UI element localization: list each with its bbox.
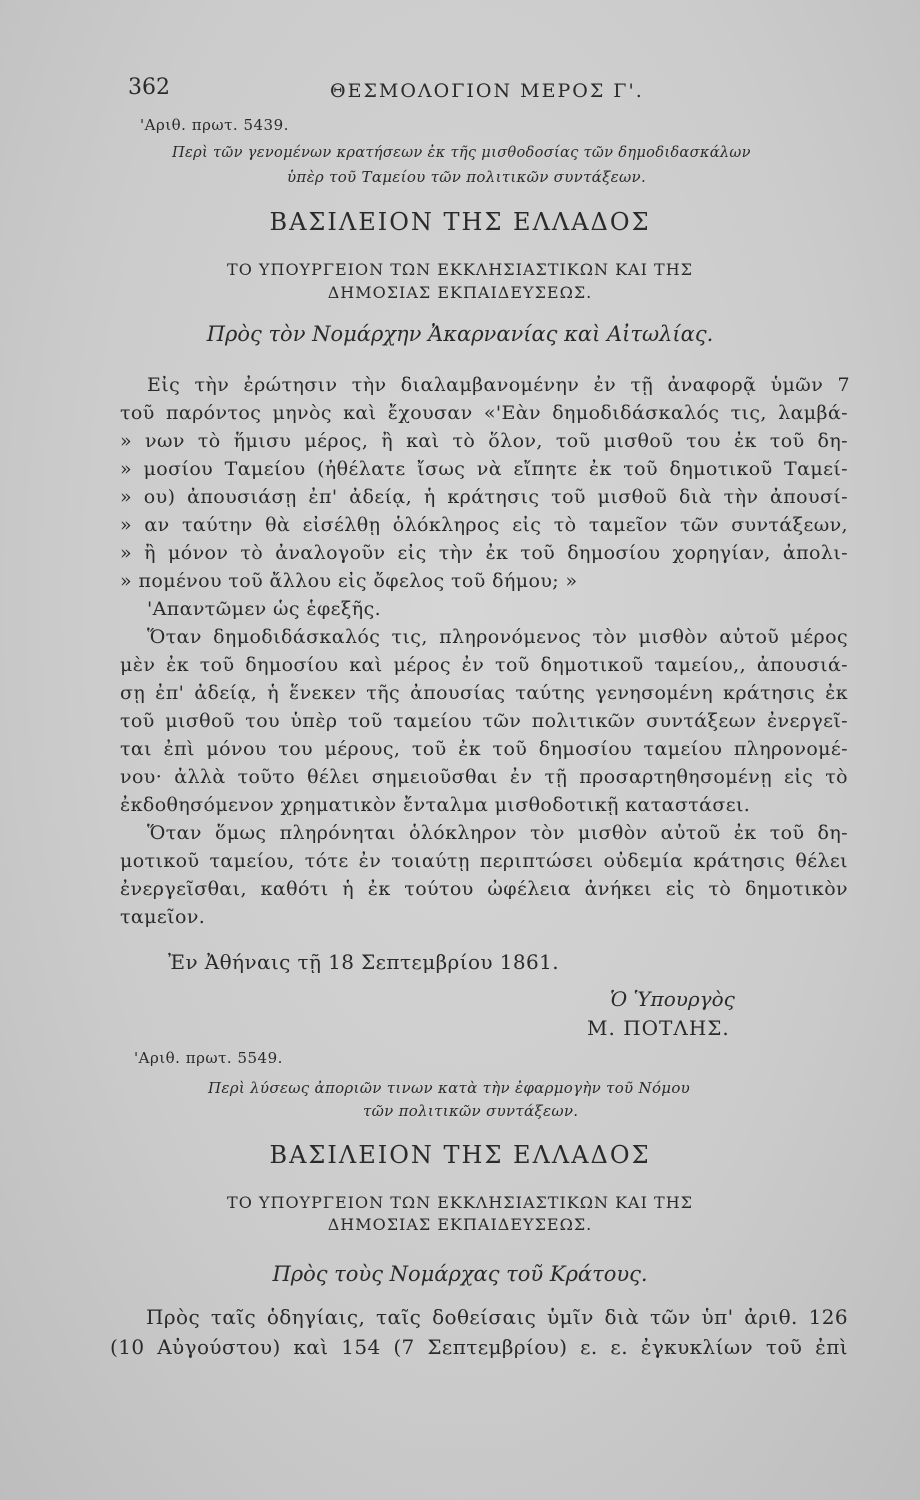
doc1-body-line: 'Απαντῶμεν ὡς ἑφεξῆς. bbox=[147, 598, 382, 620]
doc1-body-line: Ὅταν δημοδιδάσκαλός τις, πληρονόμενος τὸν μισθὸν αὐτοῦ μέρος bbox=[147, 626, 848, 648]
doc2-subject-line-1: Περὶ λύσεως ἀποριῶν τινων κατὰ τὴν ἐφαρμογὴν τοῦ Νόμου bbox=[208, 1079, 691, 1097]
doc2-ministry-line-1: ΤΟ ΥΠΟΥΡΓΕΙΟΝ ΤΩΝ ΕΚΚΛΗΣΙΑΣΤΙΚΩΝ ΚΑΙ ΤΗΣ bbox=[227, 1193, 693, 1212]
doc1-body-line: Εἰς τὴν ἐρώτησιν τὴν διαλαμβανομένην ἐν τῇ ἀναφορᾷ ὑμῶν 7 bbox=[147, 374, 850, 396]
doc1-body-line: μοτικοῦ ταμείου, τότε ἐν τοιαύτῃ περιπτώσει οὐδεμία κράτησις θέλει bbox=[120, 850, 848, 872]
doc1-body-line: » νων τὸ ἥμισυ μέρος, ἢ καὶ τὸ ὅλον, τοῦ μισθοῦ του ἐκ τοῦ δη- bbox=[120, 430, 848, 452]
doc1-signature-title: Ὁ Ὑπουργὸς bbox=[610, 987, 735, 1011]
doc2-body-line: Πρὸς ταῖς ὁδηγίαις, ταῖς δοθείσαις ὑμῖν διὰ τῶν ὑπ' ἀριθ. 126 bbox=[146, 1305, 848, 1329]
doc1-body-line: » αν ταύτην θὰ εἰσέλθῃ ὁλόκληρος εἰς τὸ ταμεῖον τῶν συντάξεων, bbox=[120, 514, 848, 536]
doc2-ministry-line-2: ΔΗΜΟΣΙΑΣ ΕΚΠΑΙΔΕΥΣΕΩΣ. bbox=[327, 1215, 593, 1234]
doc1-kingdom-heading: ΒΑΣΙΛΕΙΟΝ ΤΗΣ ΕΛΛΑΔΟΣ bbox=[269, 208, 651, 236]
doc1-body-line: ἐνεργεῖσθαι, καθότι ἡ ἐκ τούτου ὠφέλεια ἀνήκει εἰς τὸ δημοτικὸν bbox=[120, 878, 848, 900]
doc2-kingdom-heading: ΒΑΣΙΛΕΙΟΝ ΤΗΣ ΕΛΛΑΔΟΣ bbox=[269, 1141, 651, 1169]
doc1-body-line: τοῦ παρόντος μηνὸς καὶ ἔχουσαν «'Εὰν δημοδιδάσκαλός τις, λαμβά- bbox=[120, 402, 848, 424]
page-number: 362 bbox=[128, 75, 170, 100]
doc1-body-line: μὲν ἐκ τοῦ δημοσίου καὶ μέρος ἐν τοῦ δημοτικοῦ ταμείου,, ἀπουσιά- bbox=[120, 654, 848, 676]
doc1-body-line: ταμεῖον. bbox=[120, 906, 206, 928]
doc1-body-line: ἐκδοθησόμενον χρηματικὸν ἔνταλμα μισθοδοτικῇ καταστάσει. bbox=[120, 794, 751, 816]
doc1-body-line: » μοσίου Ταμείου (ἠθέλατε ἴσως νὰ εἴπητε ἐκ τοῦ δημοτικοῦ Ταμεί- bbox=[120, 458, 848, 480]
running-title: ΘΕΣΜΟΛΟΓΙΟΝ ΜΕΡΟΣ Γ'. bbox=[330, 80, 644, 102]
doc1-reference-number: 'Αριθ. πρωτ. 5439. bbox=[140, 116, 289, 134]
doc1-subject-line-2: ὑπὲρ τοῦ Ταμείου τῶν πολιτικῶν συντάξεων. bbox=[287, 168, 647, 186]
doc1-ministry-line-2: ΔΗΜΟΣΙΑΣ ΕΚΠΑΙΔΕΥΣΕΩΣ. bbox=[327, 283, 593, 302]
doc1-ministry-line-1: ΤΟ ΥΠΟΥΡΓΕΙΟΝ ΤΩΝ ΕΚΚΛΗΣΙΑΣΤΙΚΩΝ ΚΑΙ ΤΗΣ bbox=[227, 260, 693, 279]
doc1-date-line: Ἐν Ἀθήναις τῇ 18 Σεπτεμβρίου 1861. bbox=[168, 950, 559, 974]
doc2-subject-line-2: τῶν πολιτικῶν συντάξεων. bbox=[363, 1102, 579, 1120]
doc1-body-line: τοῦ μισθοῦ του ὑπὲρ τοῦ ταμείου τῶν πολιτικῶν συντάξεων ἐνεργεῖ- bbox=[120, 710, 848, 732]
doc1-body-line: » ου) ἀπουσιάσῃ ἐπ' ἀδείᾳ, ἡ κράτησις τοῦ μισθοῦ διὰ τὴν ἀπουσί- bbox=[120, 486, 848, 508]
doc1-body-line: » ἢ μόνον τὸ ἀναλογοῦν εἰς τὴν ἐκ τοῦ δημοσίου χορηγίαν, ἀπολι- bbox=[120, 542, 848, 564]
doc2-addressee: Πρὸς τοὺς Νομάρχας τοῦ Κράτους. bbox=[272, 1262, 648, 1286]
doc1-body-line: νου· ἀλλὰ τοῦτο θέλει σημειοῦσθαι ἐν τῇ προσαρτηθησομένῃ εἰς τὸ bbox=[120, 766, 848, 788]
doc1-body-line: » πομένου τοῦ ἄλλου εἰς ὄφελος τοῦ δήμου; » bbox=[120, 570, 578, 592]
doc2-reference-number: 'Αριθ. πρωτ. 5549. bbox=[134, 1049, 283, 1067]
doc2-body-line: (10 Αὐγούστου) καὶ 154 (7 Σεπτεμβρίου) ε. ε. ἐγκυκλίων τοῦ ἐπὶ bbox=[110, 1335, 848, 1359]
doc1-body-line: Ὅταν ὅμως πληρόνηται ὁλόκληρον τὸν μισθὸν αὐτοῦ ἐκ τοῦ δη- bbox=[147, 822, 848, 844]
doc1-addressee: Πρὸς τὸν Νομάρχην Ἀκαρνανίας καὶ Αἰτωλίας. bbox=[206, 322, 714, 346]
doc1-body-line: ται ἐπὶ μόνου του μέρους, τοῦ ἐκ τοῦ δημοσίου ταμείου πληρονομέ- bbox=[120, 738, 848, 760]
doc1-subject-line-1: Περὶ τῶν γενομένων κρατήσεων ἐκ τῆς μισθοδοσίας τῶν δημοδιδασκάλων bbox=[172, 144, 751, 161]
doc1-body-line: σῃ ἐπ' ἀδείᾳ, ἡ ἕνεκεν τῆς ἀπουσίας ταύτης γενησομένη κράτησις ἐκ bbox=[120, 682, 848, 704]
doc1-signature-name: Μ. ΠΟΤΛΗΣ. bbox=[587, 1016, 730, 1040]
